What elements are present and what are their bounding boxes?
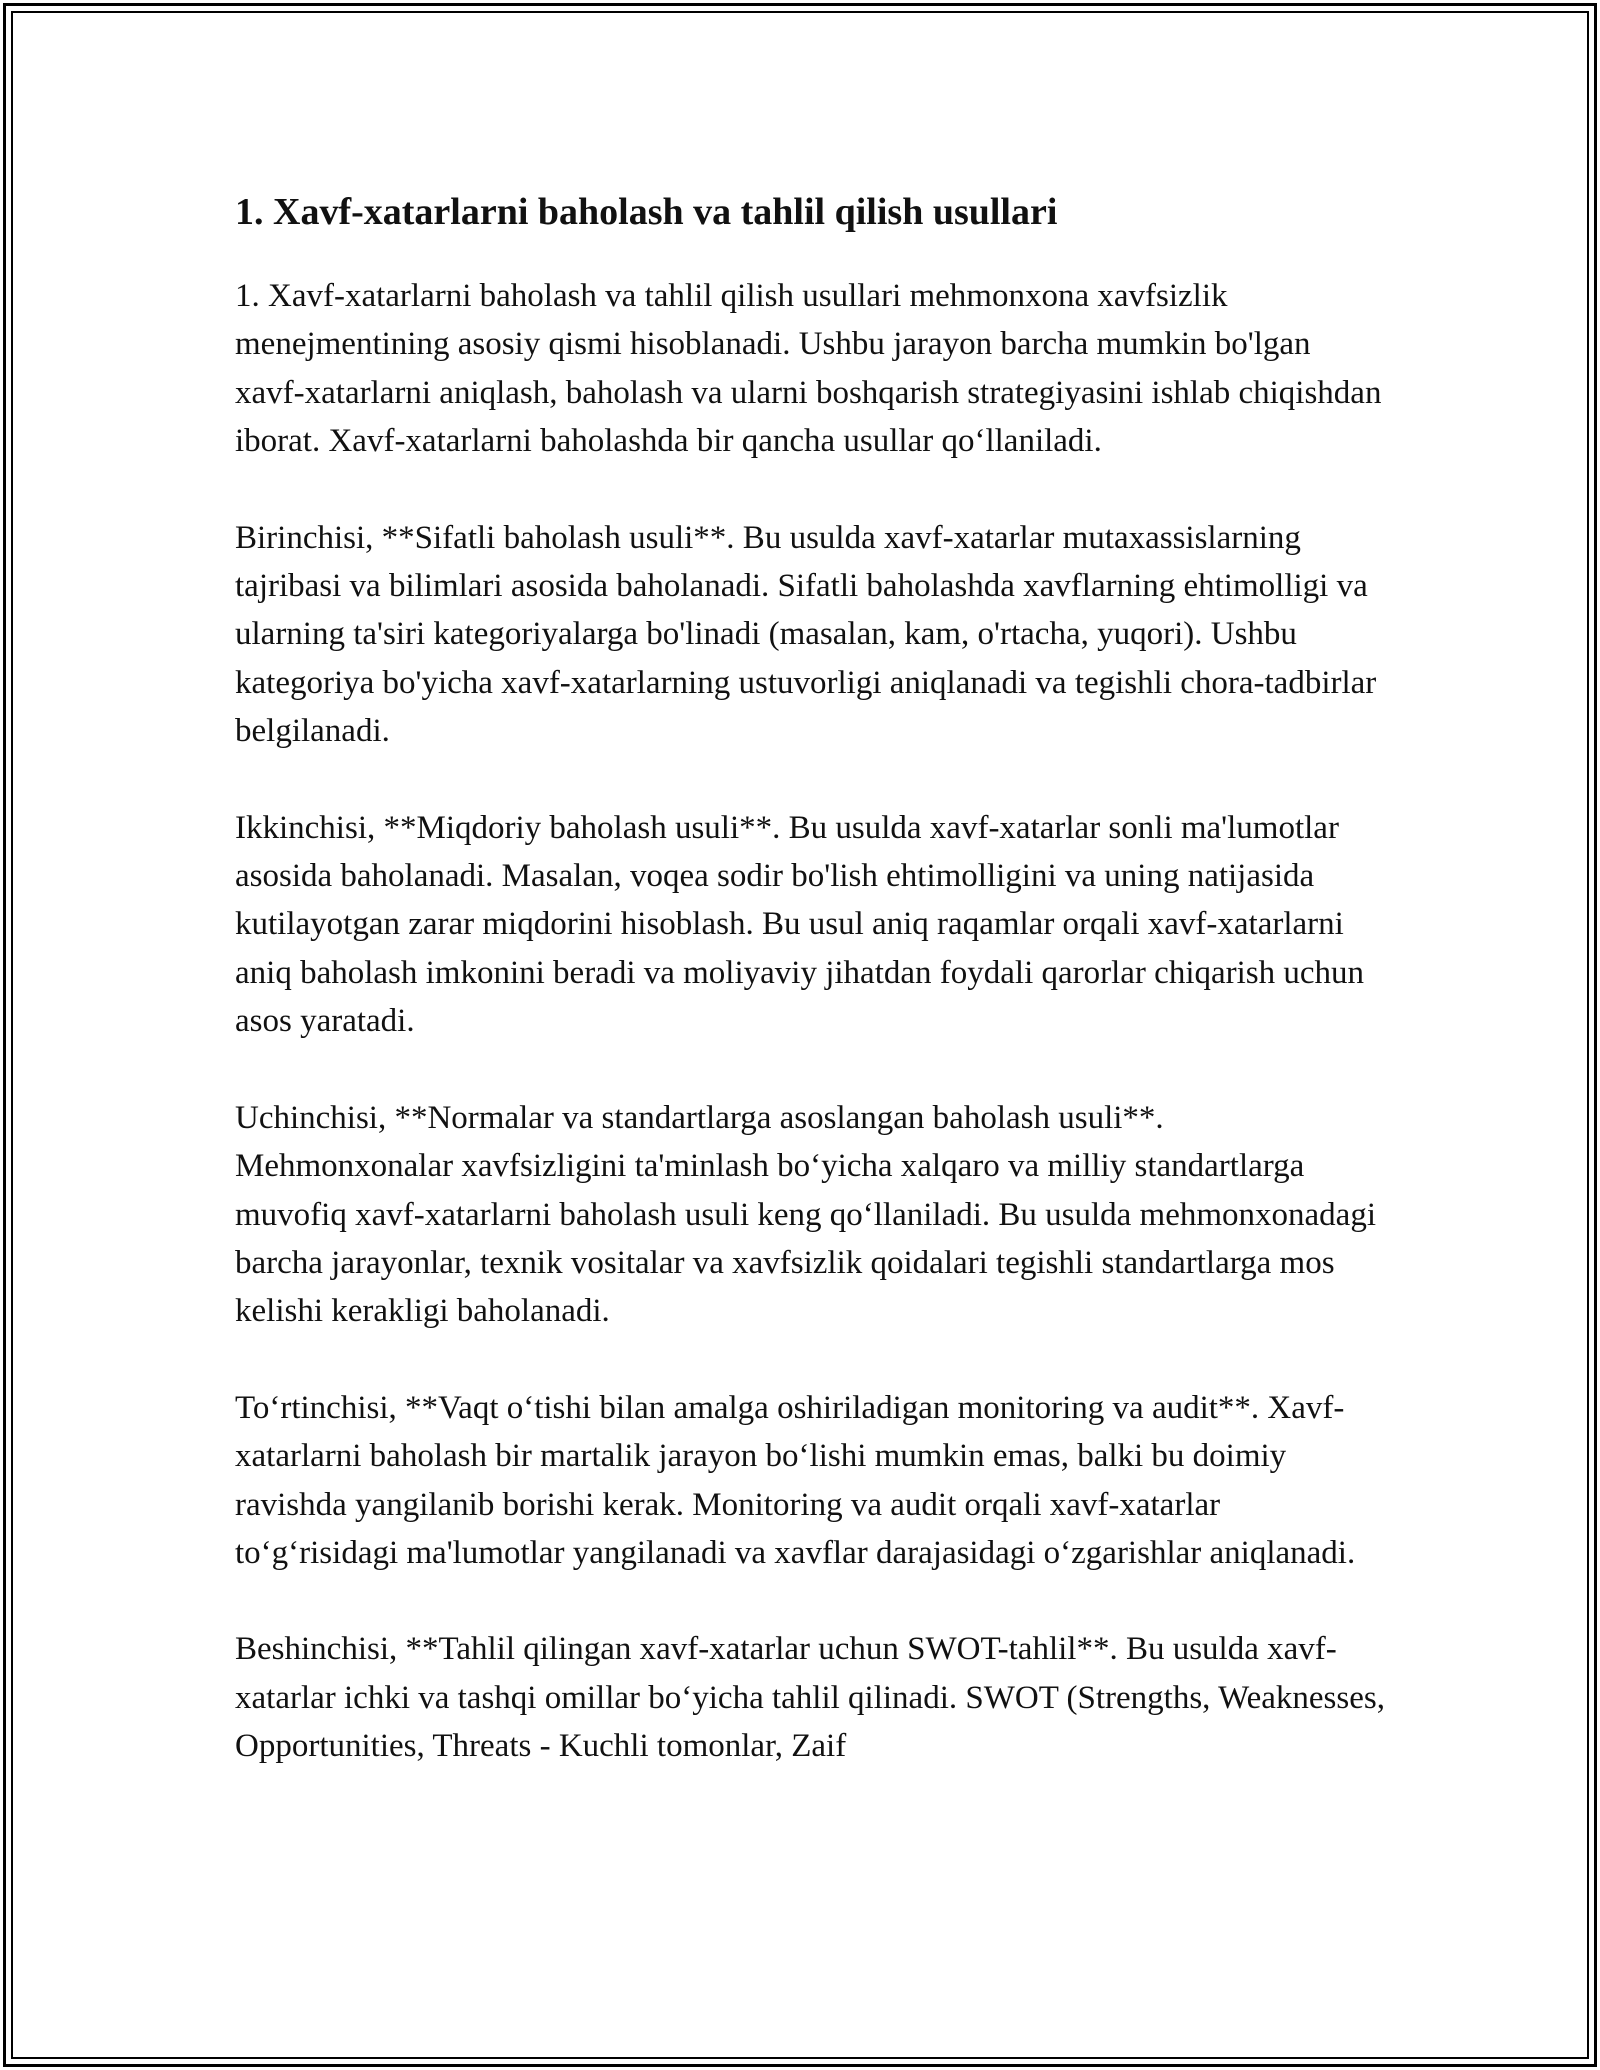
paragraph-standards-method: Uchinchisi, **Normalar va standartlarga asoslangan baholash usuli**. Mehmonxonalar xavfsizligini ta'minlash bo‘yicha xalqaro va milliy standartlarga muvofiq xavf-xatarlarni baholash usuli keng qo‘llaniladi. Bu usulda mehmonxonadagi barcha jarayonlar, texnik vositalar va xavfsizlik qoidalari tegishli standartlarga mos kelishi kerakligi baholanadi. <box>235 1099 1376 1330</box>
paragraph-qualitative-method: Birinchisi, **Sifatli baholash usuli**. Bu usulda xavf-xatarlar mutaxassislarning tajribasi va bilimlari asosida baholanadi. Sifatli baholashda xavflarning ehtimolligi va ularning ta'siri kategoriyalarga bo'linadi (masalan, kam, o'rtacha, yuqori). Ushbu kategoriya bo'yicha xavf-xatarlarning ustuvorligi aniqlanadi va tegishli chora-tadbirlar belgilanadi. <box>235 519 1377 750</box>
paragraph-quantitative-method: Ikkinchisi, **Miqdoriy baholash usuli**. Bu usulda xavf-xatarlar sonli ma'lumotlar asosida baholanadi. Masalan, voqea sodir bo'lish ehtimolligini va uning natijasida kutilayotgan zarar miqdorini hisoblash. Bu usul aniq raqamlar orqali xavf-xatarlarni aniq baholash imkonini beradi va moliyaviy jihatdan foydali qarorlar chiqarish uchun asos yaratadi. <box>235 809 1365 1040</box>
document-heading: 1. Xavf-xatarlarni baholash va tahlil qilish usullari <box>235 191 1058 233</box>
paragraph-monitoring-audit: To‘rtinchisi, **Vaqt o‘tishi bilan amalga oshiriladigan monitoring va audit**. Xavf-xatarlarni baholash bir martalik jarayon bo‘lishi mumkin emas, balki bu doimiy ravishda yangilanib borishi kerak. Monitoring va audit orqali xavf-xatarlar to‘g‘risidagi ma'lumotlar yangilanadi va xavflar darajasidagi o‘zgarishlar aniqlanadi. <box>235 1389 1356 1571</box>
document-body <box>235 180 1385 1819</box>
paragraph-swot-analysis: Beshinchisi, **Tahlil qilingan xavf-xatarlar uchun SWOT-tahlil**. Bu usulda xavf-xatarlar ichki va tashqi omillar bo‘yicha tahlil qilinadi. SWOT (Strengths, Weaknesses, Opportunities, Threats - Kuchli tomonlar, Zaif <box>235 1631 1385 1765</box>
paragraph-intro: 1. Xavf-xatarlarni baholash va tahlil qilish usullari mehmonxona xavfsizlik menejmentining asosiy qismi hisoblanadi. Ushbu jarayon barcha mumkin bo'lgan xavf-xatarlarni aniqlash, baholash va ularni boshqarish strategiyasini ishlab chiqishdan iborat. Xavf-xatarlarni baholashda bir qancha usullar qo‘llaniladi. <box>235 278 1382 460</box>
